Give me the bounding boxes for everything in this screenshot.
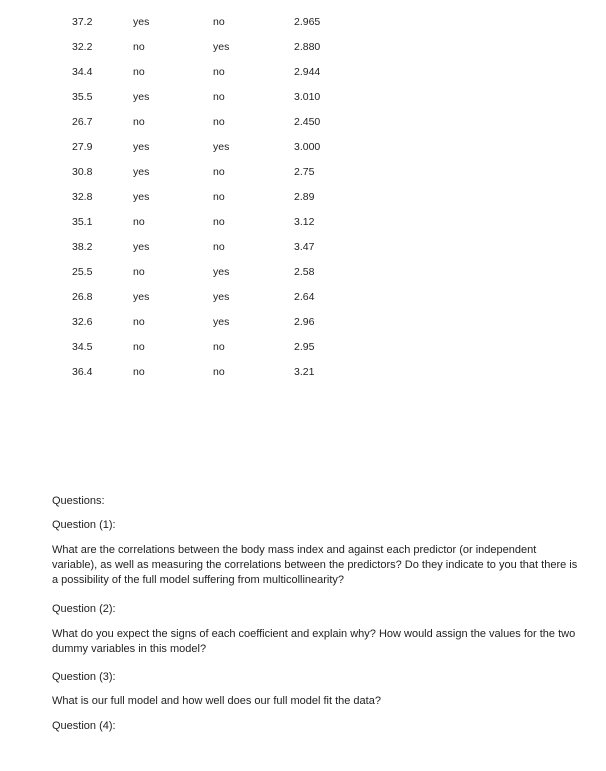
table-row [0,291,606,316]
bmi-cell: 32.6 [72,316,93,328]
table-row [0,116,606,141]
bmi-cell: 34.4 [72,66,93,78]
value-cell: 3.21 [294,366,315,378]
table-row [0,366,606,391]
bmi-cell: 30.8 [72,166,93,178]
dummy-b-cell: no [213,216,225,228]
dummy-a-cell: yes [133,191,150,203]
dummy-b-cell: no [213,341,225,353]
dummy-a-cell: yes [133,141,150,153]
table-row [0,266,606,291]
dummy-b-cell: yes [213,41,230,53]
dummy-a-cell: no [133,316,145,328]
dummy-a-cell: no [133,266,145,278]
question-4-label: Question (4): [52,720,116,732]
bmi-cell: 25.5 [72,266,93,278]
bmi-cell: 32.2 [72,41,93,53]
dummy-a-cell: no [133,341,145,353]
bmi-cell: 35.5 [72,91,93,103]
table-row [0,316,606,341]
dummy-a-cell: no [133,41,145,53]
dummy-a-cell: no [133,366,145,378]
value-cell: 3.47 [294,241,315,253]
bmi-cell: 26.7 [72,116,93,128]
question-2-label: Question (2): [52,603,116,615]
bmi-cell: 34.5 [72,341,93,353]
dummy-a-cell: no [133,216,145,228]
table-row [0,91,606,116]
value-cell: 3.000 [294,141,321,153]
bmi-cell: 27.9 [72,141,93,153]
dummy-b-cell: no [213,116,225,128]
value-cell: 2.75 [294,166,315,178]
question-2-text: What do you expect the signs of each coefficient and explain why? How would assign the values for the two dummy variables in this model? [52,628,576,655]
bmi-cell: 38.2 [72,241,93,253]
dummy-a-cell: yes [133,16,150,28]
dummy-b-cell: yes [213,291,230,303]
bmi-cell: 37.2 [72,16,93,28]
table-row [0,16,606,41]
value-cell: 2.944 [294,66,321,78]
table-row [0,141,606,166]
dummy-a-cell: yes [133,166,150,178]
value-cell: 2.89 [294,191,315,203]
dummy-a-cell: no [133,66,145,78]
table-row [0,66,606,91]
value-cell: 3.010 [294,91,321,103]
dummy-b-cell: no [213,166,225,178]
value-cell: 2.96 [294,316,315,328]
dummy-b-cell: yes [213,141,230,153]
bmi-cell: 36.4 [72,366,93,378]
bmi-cell: 32.8 [72,191,93,203]
table-row [0,341,606,366]
value-cell: 2.880 [294,41,321,53]
question-1-label: Question (1): [52,519,116,531]
value-cell: 2.95 [294,341,315,353]
dummy-b-cell: yes [213,316,230,328]
value-cell: 2.64 [294,291,315,303]
table-row [0,41,606,66]
value-cell: 2.965 [294,16,321,28]
value-cell: 3.12 [294,216,315,228]
questions-heading: Questions: [52,495,105,507]
table-row [0,166,606,191]
dummy-b-cell: no [213,366,225,378]
value-cell: 2.450 [294,116,321,128]
question-1-text: What are the correlations between the body mass index and against each predictor (or independent variable), as well as measuring the correlations between the predictors? Do they indicate to you that there is a possibility of the full model suffering from multicollinearity? [52,544,578,586]
table-row [0,241,606,266]
bmi-cell: 35.1 [72,216,93,228]
dummy-a-cell: no [133,116,145,128]
dummy-a-cell: yes [133,291,150,303]
bmi-cell: 26.8 [72,291,93,303]
dummy-b-cell: no [213,91,225,103]
dummy-a-cell: yes [133,91,150,103]
value-cell: 2.58 [294,266,315,278]
dummy-b-cell: no [213,66,225,78]
table-row [0,216,606,241]
dummy-a-cell: yes [133,241,150,253]
dummy-b-cell: no [213,16,225,28]
question-3-label: Question (3): [52,671,116,683]
dummy-b-cell: yes [213,266,230,278]
dummy-b-cell: no [213,191,225,203]
table-row [0,191,606,216]
question-3-text: What is our full model and how well does our full model fit the data? [52,695,381,707]
dummy-b-cell: no [213,241,225,253]
